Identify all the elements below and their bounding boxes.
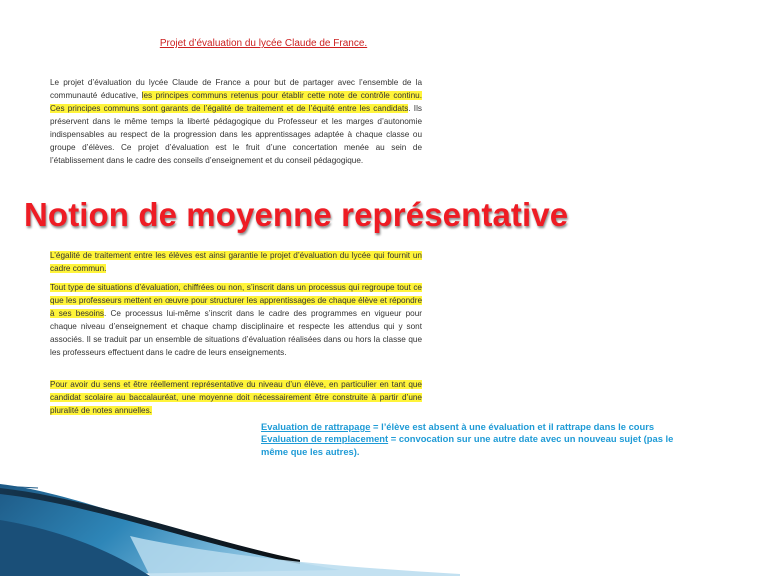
slide-headline: Notion de moyenne représentative (24, 196, 569, 233)
evaluation-notes (261, 421, 691, 458)
remplacement-definition: = convocation sur une autre date avec un nouveau sujet (pas le même que les autres). (261, 433, 674, 457)
rattrapage-definition: = l’élève est absent à une évaluation et il rattrape dans le cours (370, 421, 655, 432)
decorative-swoosh (0, 470, 768, 576)
document-title: Projet d’évaluation du lycée Claude de France. (159, 38, 368, 49)
intro-highlight: les principes communs retenus pour établir cette note de contrôle continu. Ces principes communs sont garants de l’égalité de traitement et de l’équité entre les candidats (50, 91, 423, 113)
equality-paragraph (50, 249, 422, 275)
equality-highlight: L’égalité de traitement entre les élèves est ainsi garantie le projet d’évaluation du lycée qui fournit un cadre commun. (50, 251, 422, 273)
intro-text-start: Le projet d’évaluation du lycée Claude de France a pour but de partager avec l’ensemble de la communauté éducative, (50, 78, 422, 100)
process-paragraph (50, 281, 422, 359)
remplacement-link[interactable]: Evaluation de remplacement (261, 433, 389, 445)
rattrapage-link[interactable]: Evaluation de rattrapage (261, 421, 371, 432)
remplacement-note (261, 433, 691, 458)
average-highlight: Pour avoir du sens et être réellement représentative du niveau d’un élève, en particulier en tant que candidat scolaire au baccalauréat, une moyenne doit nécessairement être construite à partir d’une pluralité de notes annuelles. (50, 380, 422, 415)
process-highlight: Tout type de situations d’évaluation, chiffrées ou non, s’inscrit dans un processus qui regroupe tout ce que les professeurs mettent en œuvre pour structurer les apprentissages de chaque élève et répondre à ses besoins (50, 283, 422, 318)
rattrapage-note (261, 421, 691, 433)
process-text: . Ce processus lui-même s’inscrit dans le cadre des programmes en vigueur pour chaque niveau d’enseignement et chaque champ disciplinaire et respecte les attendus qui y sont associés. Il se traduit par un ensemble de situations d’évaluation réalisées dans ou hors la classe que les professeurs effectuent dans le cadre de leurs enseignements. (50, 309, 422, 357)
intro-text-end: . Ils préservent dans le même temps la liberté pédagogique du Professeur et les marges d’autonomie indispensables au respect de la progression dans les apprentissages adaptée à chaque classe ou groupe d’élèves. Ce projet d’évaluation est le fruit d’une concertation menée au sein de l’établissement dans le cadre des conseils d’enseignement et du conseil pédagogique. (50, 104, 422, 165)
intro-paragraph (50, 76, 422, 167)
average-paragraph (50, 378, 422, 417)
